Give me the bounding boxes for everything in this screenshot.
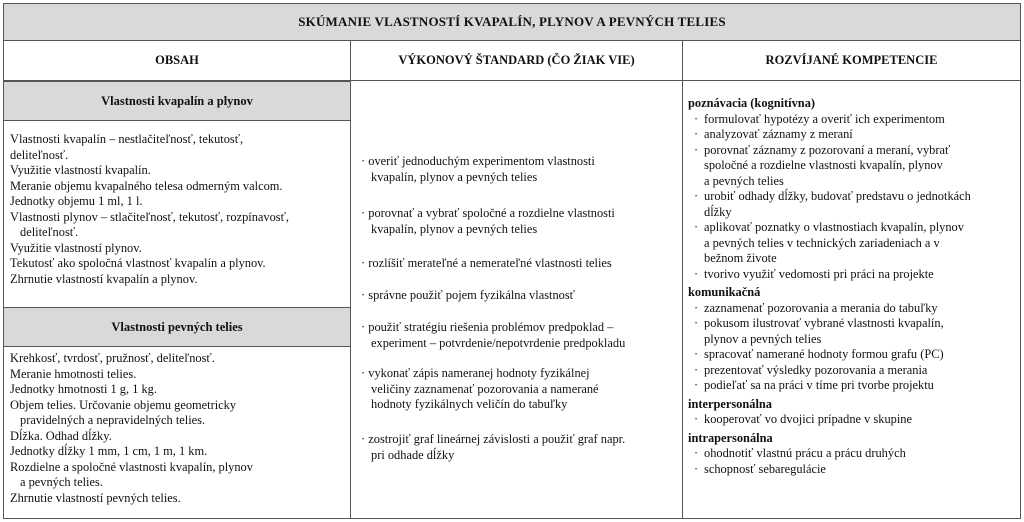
obsah-line: pravidelných a nepravidelných telies. xyxy=(20,413,206,427)
kompetencie-list: poznávacia (kognitívna) · formulovať hypotézy a overiť ich experimentom · analyzovať záznamy z meraní · porovnať záznamy z pozorovaní a meraní, vybrať spoločné a rozdielne vlastnosti kvapalín, plynov a pevných telies · urobiť odhady dĺžky, budovať predstavu o jednotkách dĺžky · aplikovať poznatky o vlastnostiach kvapalín, plynov a pevných telies v technických zariadeniach a v bežnom živote · tvorivo využiť vedomosti pri práci na projekte komunikačná · zaznamenať pozorovania a merania do tabuľky · pokusom ilustrovať vybrané vlastnosti kvapalín, plynov a pevných telies · spracovať namerané hodnoty formou grafu (PC) · prezentovať výsledky pozorovania a merania · podieľať sa na práci v tíme pri tvorbe projektu interpersonálna · kooperovať vo dvojici prípadne v skupine intrapersonálna · ohodnotiť vlastnú prácu a prácu druhých · schopnosť sebaregulácie xyxy=(688,96,1018,477)
bullet: · xyxy=(694,412,699,426)
competence-item: · spracovať namerané hodnoty formou grafu (PC) xyxy=(694,347,944,361)
column-divider xyxy=(350,41,351,518)
standard-item: · správne použiť pojem fyzikálna vlastnosť xyxy=(361,288,575,302)
bullet: · xyxy=(694,446,699,460)
competence-item: · kooperovať vo dvojici prípadne v skupine xyxy=(694,412,912,426)
bullet: · xyxy=(694,127,699,141)
competence-category-komunikacna: komunikačná xyxy=(688,285,761,299)
competence-item: · analyzovať záznamy z meraní xyxy=(694,127,853,141)
bullet: · xyxy=(694,378,699,392)
obsah-line: Využitie vlastností plynov. xyxy=(10,240,142,255)
competence-item: · podieľať sa na práci v tíme pri tvorbe projektu xyxy=(694,378,934,392)
obsah-line: Zhrnutie vlastností pevných telies. xyxy=(10,490,181,505)
obsah-list-kvapaliny-plyny xyxy=(10,132,289,287)
curriculum-table xyxy=(3,3,1021,519)
obsah-line: Jednotky dĺžky 1 mm, 1 cm, 1 m, 1 km. xyxy=(10,444,208,458)
obsah-line: a pevných telies. xyxy=(20,475,103,489)
competence-item: · formulovať hypotézy a overiť ich experimentom xyxy=(694,111,945,126)
bullet: · xyxy=(361,256,366,270)
competence-item: · ohodnotiť vlastnú prácu a prácu druhých xyxy=(694,446,906,460)
bullet: · xyxy=(361,366,366,380)
obsah-list-pevne-telesa xyxy=(10,351,253,506)
competence-item: · tvorivo využiť vedomosti pri práci na projekte xyxy=(694,266,934,281)
bullet: · xyxy=(694,316,699,330)
bullet: · xyxy=(694,300,699,315)
bullet: · xyxy=(694,220,699,234)
header-obsah: OBSAH xyxy=(4,41,350,81)
bullet: · xyxy=(361,154,366,168)
obsah-line: Objem telies. Určovanie objemu geometricky xyxy=(10,397,237,412)
bullet: · xyxy=(694,142,699,157)
bullet: · xyxy=(361,206,366,220)
competence-category-intrapersonalna: intrapersonálna xyxy=(688,430,773,445)
competence-item: · schopnosť sebaregulácie xyxy=(694,461,826,476)
bullet: · xyxy=(361,288,366,302)
obsah-line: Rozdielne a spoločné vlastnosti kvapalín, plynov xyxy=(10,459,253,474)
standard-item: · zostrojiť graf lineárnej závislosti a použiť graf napr. pri odhade dĺžky xyxy=(361,432,626,462)
obsah-line: Dĺžka. Odhad dĺžky. xyxy=(10,428,112,443)
competence-item: · porovnať záznamy z pozorovaní a meraní, vybrať xyxy=(694,142,951,157)
obsah-line: Meranie objemu kvapalného telesa odmerným valcom. xyxy=(10,178,283,193)
standard-item: · porovnať a vybrať spoločné a rozdielne vlastnosti kvapalín, plynov a pevných telies xyxy=(361,206,615,236)
competence-item: · urobiť odhady dĺžky, budovať predstavu o jednotkách xyxy=(694,189,971,203)
competence-item: · aplikovať poznatky o vlastnostiach kvapalín, plynov xyxy=(694,220,964,234)
obsah-line: Využitie vlastností kvapalín. xyxy=(10,163,151,177)
header-rozvijane-kompetencie: ROZVÍJANÉ KOMPETENCIE xyxy=(683,41,1020,81)
competence-item: · prezentovať výsledky pozorovania a merania xyxy=(694,362,928,377)
competence-category-interpersonalna: interpersonálna xyxy=(688,396,772,411)
bullet: · xyxy=(694,266,699,281)
table-title: SKÚMANIE VLASTNOSTÍ KVAPALÍN, PLYNOV A PEVNÝCH TELIES xyxy=(4,4,1020,41)
obsah-line: Tekutosť ako spoločná vlastnosť kvapalín a plynov. xyxy=(10,256,266,270)
competence-item: · pokusom ilustrovať vybrané vlastnosti kvapalín, xyxy=(694,316,944,330)
obsah-line: deliteľnosť. xyxy=(10,147,69,162)
competence-item: · zaznamenať pozorovania a merania do tabuľky xyxy=(694,300,938,315)
header-vykonovy-standard: VÝKONOVÝ ŠTANDARD (ČO ŽIAK VIE) xyxy=(351,41,682,81)
bullet: · xyxy=(694,347,699,361)
bullet: · xyxy=(361,320,366,334)
column-divider xyxy=(682,41,683,518)
obsah-line: Jednotky hmotnosti 1 g, 1 kg. xyxy=(10,382,157,396)
bullet: · xyxy=(694,461,699,476)
competence-category-poznavacia: poznávacia (kognitívna) xyxy=(688,96,816,110)
obsah-line: Meranie hmotnosti telies. xyxy=(10,366,137,381)
obsah-line: Krehkosť, tvrdosť, pružnosť, deliteľnosť. xyxy=(10,351,215,365)
standard-item: · vykonať zápis nameranej hodnoty fyzikálnej veličiny zaznamenať pozorovania a namerané hodnoty fyzikálnych veličín do tabuľky xyxy=(361,366,599,411)
bullet: · xyxy=(361,432,366,446)
bullet: · xyxy=(694,362,699,377)
standard-item: · rozlíšiť merateľné a nemerateľné vlastnosti telies xyxy=(361,256,612,270)
obsah-line: Vlastnosti plynov – stlačiteľnosť, tekutosť, rozpínavosť, xyxy=(10,209,290,224)
section-heading-kvapaliny-plyny: Vlastnosti kvapalín a plynov xyxy=(4,81,350,121)
obsah-line: Zhrnutie vlastností kvapalín a plynov. xyxy=(10,271,198,286)
bullet: · xyxy=(694,189,699,203)
obsah-line: deliteľnosť. xyxy=(20,225,79,239)
obsah-line: Jednotky objemu 1 ml, 1 l. xyxy=(10,194,143,208)
section-heading-pevne-telesa: Vlastnosti pevných telies xyxy=(4,307,350,347)
standard-item: · overiť jednoduchým experimentom vlastnosti kvapalín, plynov a pevných telies xyxy=(361,154,595,184)
obsah-line: Vlastnosti kvapalín – nestlačiteľnosť, tekutosť, xyxy=(10,132,244,146)
bullet: · xyxy=(694,111,699,126)
standard-item: · použiť stratégiu riešenia problémov predpoklad – experiment – potvrdenie/nepotvrdenie predpokladu xyxy=(361,320,626,350)
